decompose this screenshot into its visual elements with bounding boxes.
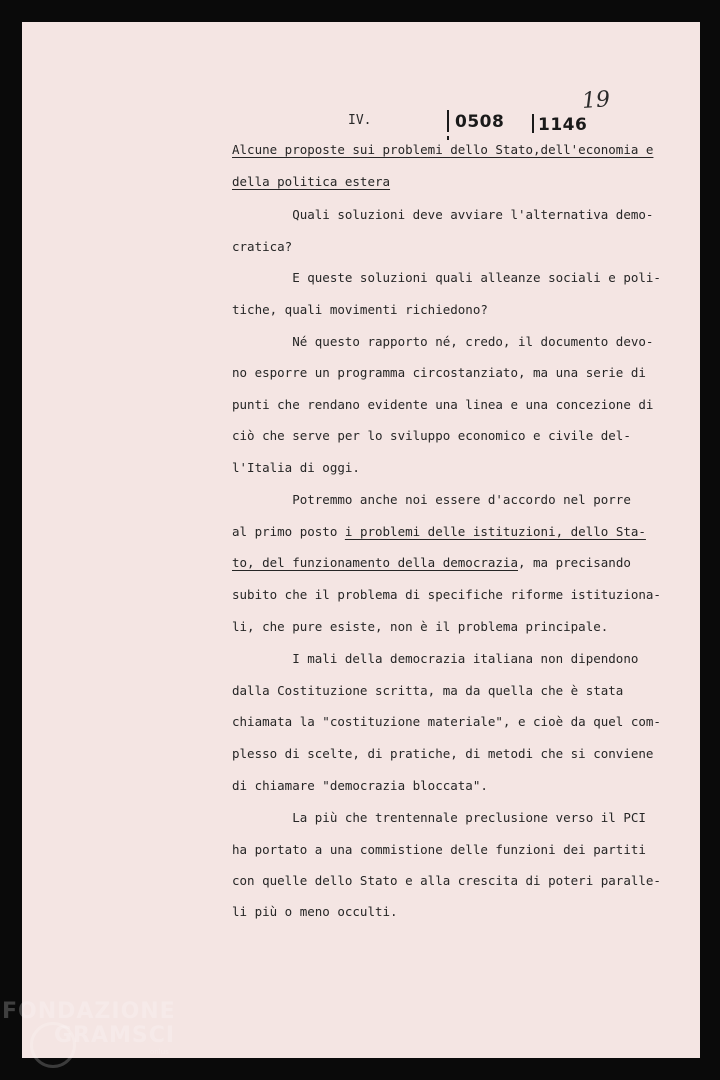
watermark-line: onlus — [150, 1048, 169, 1056]
underlined-phrase: i problemi delle istituzioni, dello Sta- — [344, 524, 646, 539]
text-line: tiche, quali movimenti richiedono? — [232, 302, 488, 317]
text-line: cratica? — [232, 239, 293, 254]
text-line: li, che pure esiste, non è il problema principale. — [232, 619, 609, 634]
section-number: IV. — [348, 113, 372, 128]
text-line: Quali soluzioni deve avviare l'alternativa demo- — [232, 207, 654, 222]
text-line: I mali della democrazia italiana non dipendono — [232, 651, 639, 666]
text-line: ciò che serve per lo sviluppo economico e civile del- — [232, 428, 631, 443]
document-page — [22, 22, 700, 1058]
text-line: no esporre un programma circostanziato, ma una serie di — [232, 365, 646, 380]
text-line — [232, 555, 631, 571]
archive-stamp-right: 1146 — [538, 115, 588, 135]
watermark-logo — [2, 1000, 176, 1056]
heading-line-2: della politica estera — [232, 174, 391, 189]
text-fragment: , ma precisando — [517, 555, 631, 570]
text-line: l'Italia di oggi. — [232, 460, 360, 475]
text-line — [232, 524, 646, 540]
heading-line-1: Alcune proposte sui problemi dello Stato,dell'economia e — [232, 142, 654, 157]
text-line: con quelle dello Stato e alla crescita di poteri paralle- — [232, 873, 661, 888]
text-line: Potremmo anche noi essere d'accordo nel porre — [232, 492, 631, 507]
watermark-line: FONDAZIONE — [2, 999, 176, 1024]
underlined-phrase: to, del funzionamento della democrazia — [232, 555, 518, 570]
stamp-bar — [532, 114, 534, 133]
text-line: chiamata la "costituzione materiale", e cioè da quel com- — [232, 714, 661, 729]
watermark-line: GRAMSCI — [54, 1023, 176, 1048]
text-line: ha portato a una commistione delle funzioni dei partiti — [232, 842, 646, 857]
text-line: subito che il problema di specifiche riforme istituziona- — [232, 587, 661, 602]
text-line: dalla Costituzione scritta, ma da quella che è stata — [232, 683, 624, 698]
handwritten-folio: 19 — [581, 87, 611, 114]
text-line: La più che trentennale preclusione verso il PCI — [232, 810, 646, 825]
text-line: E queste soluzioni quali alleanze sociali e poli- — [232, 270, 661, 285]
text-line: punti che rendano evidente una linea e una concezione di — [232, 397, 654, 412]
stamp-bar — [447, 110, 449, 132]
text-line: di chiamare "democrazia bloccata". — [232, 778, 488, 793]
archive-stamp-left: 0508 — [455, 112, 505, 132]
stamp-bar — [447, 136, 449, 140]
text-line: plesso di scelte, di pratiche, di metodi che si conviene — [232, 746, 654, 761]
text-line: li più o meno occulti. — [232, 904, 398, 919]
text-fragment: al primo posto — [232, 524, 345, 539]
text-line: Né questo rapporto né, credo, il documento devo- — [232, 334, 654, 349]
